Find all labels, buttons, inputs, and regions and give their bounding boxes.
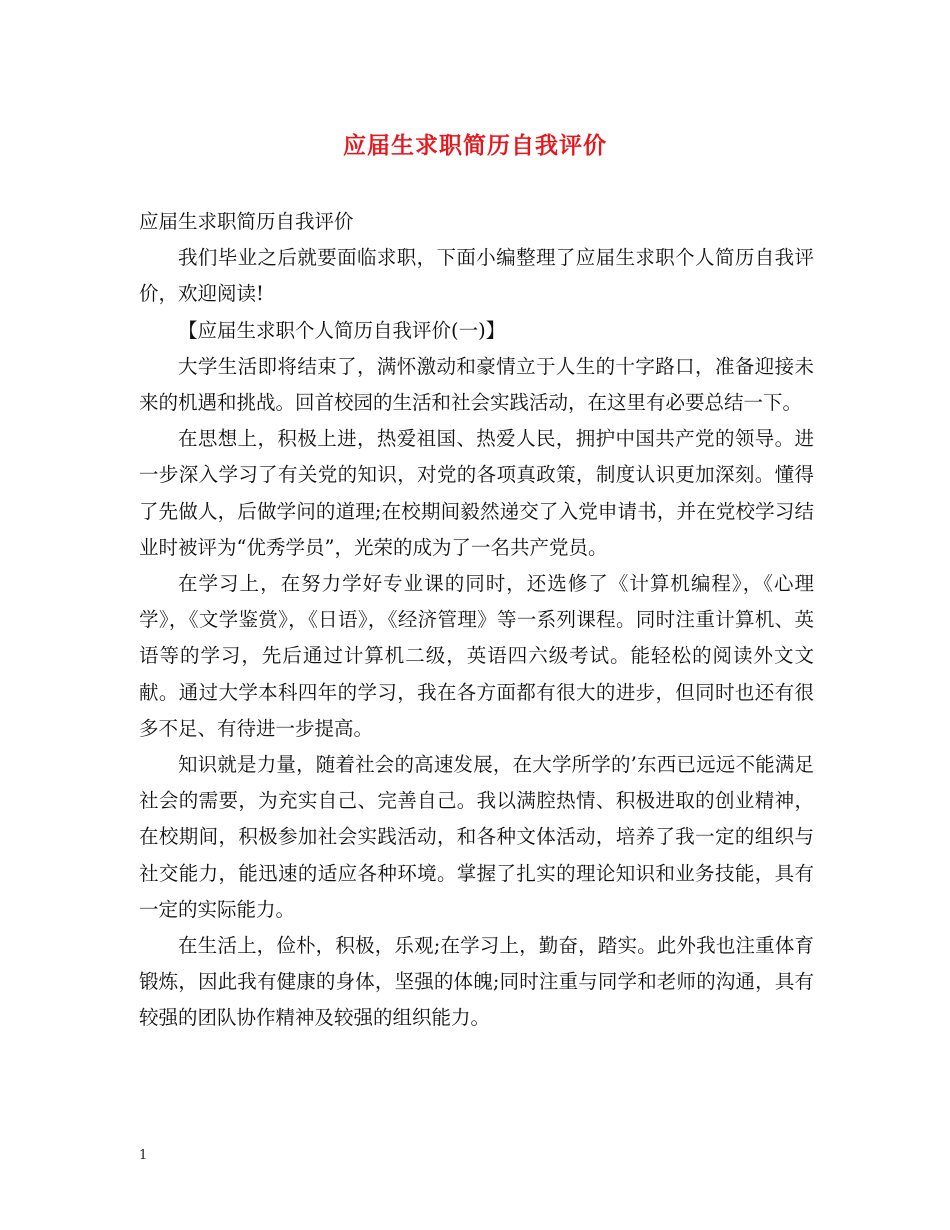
document-title: 应届生求职简历自我评价	[343, 132, 607, 159]
body-paragraph: 在生活上，俭朴，积极，乐观;在学习上，勤奋，踏实。此外我也注重体育锻炼，因此我有健康的身体，坚强的体魄;同时注重与同学和老师的沟通，具有较强的团队协作精神及较强的组织能力。	[139, 934, 814, 1030]
body-paragraph: 大学生活即将结束了，满怀激动和豪情立于人生的十字路口，准备迎接未来的机遇和挑战。回首校园的生活和社会实践活动，在这里有必要总结一下。	[139, 354, 814, 415]
body-paragraph: 知识就是力量，随着社会的高速发展，在大学所学的’东西已远远不能满足社会的需要，为充实自己、完善自己。我以满腔热情、积极进取的创业精神，在校期间，积极参加社会实践活动，和各种文体活动，培养了我一定的组织与社交能力，能迅速的适应各种环境。掌握了扎实的理论知识和业务技能，具有一定的实际能力。	[139, 753, 814, 921]
page-number: 1	[139, 1148, 148, 1163]
body-paragraph: 在思想上，积极上进，热爱祖国、热爱人民，拥护中国共产党的领导。进一步深入学习了有关党的知识，对党的各项真政策，制度认识更加深刻。懂得了先做人，后做学问的道理;在校期间毅然递交了入党申请书，并在党校学习结业时被评为“优秀学员”，光荣的成为了一名共产党员。	[139, 427, 814, 559]
intro-paragraph: 我们毕业之后就要面临求职，下面小编整理了应届生求职个人简历自我评价，欢迎阅读!	[139, 246, 814, 306]
section-heading: 应届生求职简历自我评价	[139, 210, 354, 233]
document-body	[139, 204, 814, 1037]
body-paragraph: 在学习上，在努力学好专业课的同时，还选修了《计算机编程》，《心理学》，《文学鉴赏》，《日语》，《经济管理》等一系列课程。同时注重计算机、英语等的学习，先后通过计算机二级，英语四六级考试。能轻松的阅读外文文献。通过大学本科四年的学习，我在各方面都有很大的进步，但同时也还有很多不足、有待进一步提高。	[139, 572, 814, 740]
subsection-heading: 【应届生求职个人简历自我评价(一)】	[178, 318, 506, 342]
